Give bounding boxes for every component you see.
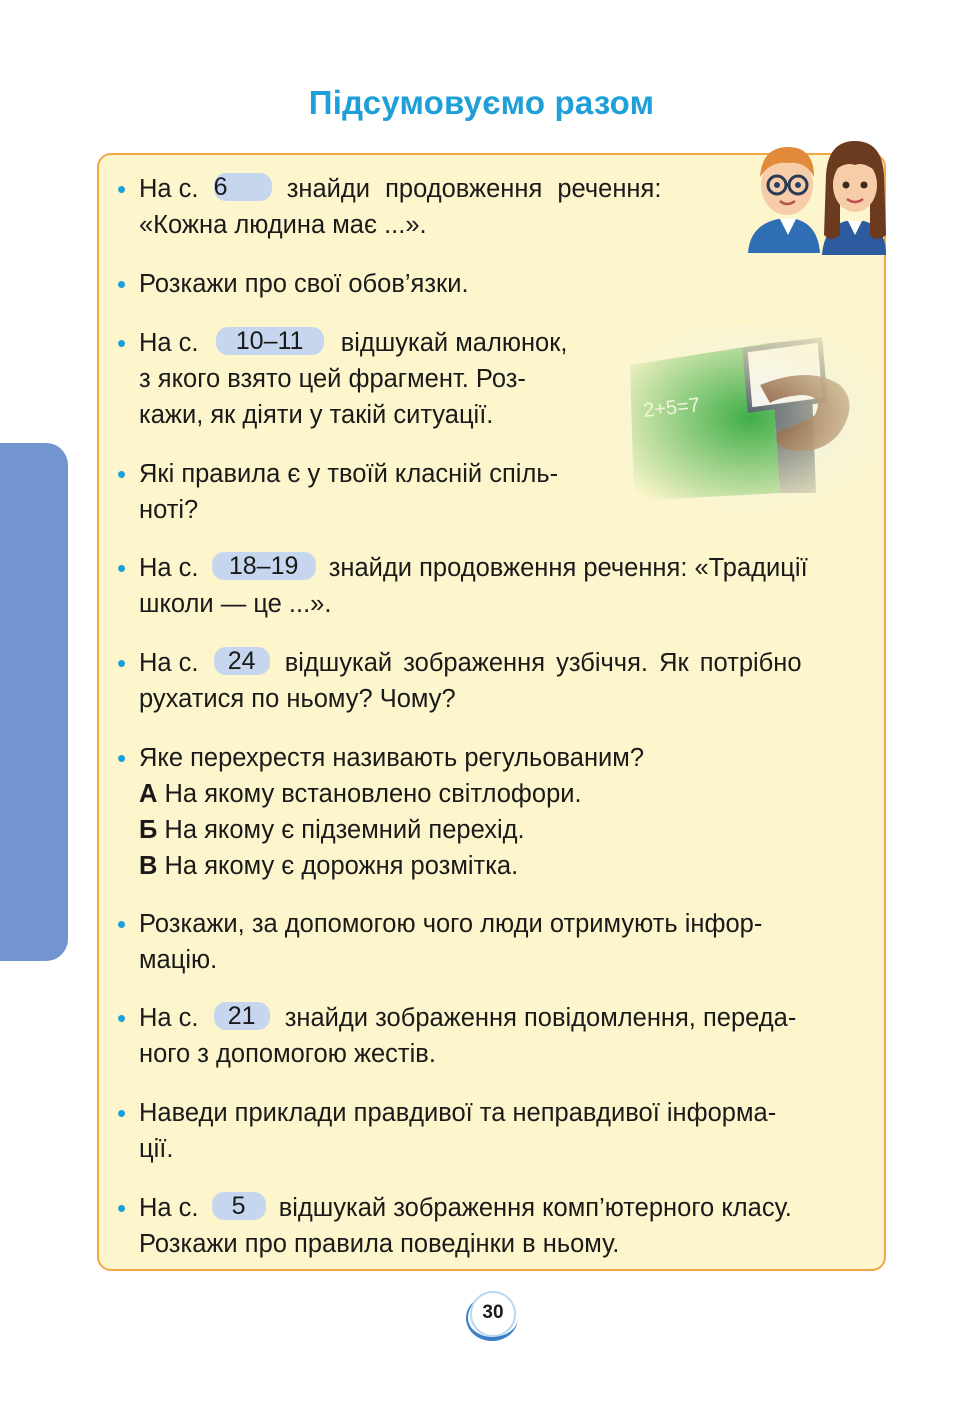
bullet: •	[117, 1003, 127, 1033]
page-reference-badge[interactable]: 24	[214, 647, 270, 675]
page-number-text: 30	[482, 1302, 504, 1323]
item-line: рухатися по ньому? Чому?	[139, 685, 456, 713]
item-text: На с.	[139, 1004, 199, 1032]
answer-text: На якому є підземний перехід.	[164, 816, 525, 844]
answer-letter: В	[139, 852, 158, 880]
answer-text: На якому встановлено світлофори.	[164, 780, 582, 808]
item-line: кажи, як діяти у такій ситуації.	[139, 401, 494, 429]
item-line: ного з допомогою жестів.	[139, 1040, 436, 1068]
answer-option-c[interactable]	[139, 848, 874, 884]
item-text: відшукай зображення узбіччя. Як потрібно	[284, 649, 802, 677]
item-line	[139, 325, 609, 361]
item-text: відшукай малюнок,	[340, 329, 568, 357]
item-line	[139, 550, 874, 586]
bullet: •	[117, 269, 127, 299]
bullet: •	[117, 459, 127, 489]
list-item	[117, 456, 609, 528]
bullet: •	[117, 648, 127, 678]
page-reference-badge[interactable]: 21	[214, 1002, 270, 1030]
list-item	[117, 1000, 874, 1072]
item-line	[139, 1000, 874, 1036]
item-line	[139, 171, 719, 207]
page-title: Підсумовуємо разом	[308, 84, 655, 121]
item-text: На с.	[139, 554, 199, 582]
bullet: •	[117, 328, 127, 358]
item-line	[139, 1190, 874, 1226]
list-item	[117, 171, 719, 243]
item-text: знайди продовження речення: «Традиції	[328, 554, 808, 582]
bullet: •	[117, 909, 127, 939]
item-line: школи — це ...».	[139, 590, 332, 618]
bullet: •	[117, 743, 127, 773]
item-text: На с.	[139, 329, 199, 357]
list-item	[117, 325, 609, 433]
side-tab	[0, 443, 68, 961]
item-line: Розкажи про правила поведінки в ньому.	[139, 1230, 620, 1258]
list-item	[117, 266, 839, 302]
item-line: Розкажи про свої обов’язки.	[139, 270, 469, 298]
item-line: ції.	[139, 1135, 174, 1163]
list-item	[117, 645, 874, 717]
chalkboard-illustration	[620, 325, 882, 510]
question-text: Яке перехрестя називають регульованим?	[139, 744, 645, 772]
answer-option-a[interactable]	[139, 776, 874, 812]
list-item	[117, 550, 874, 622]
answer-letter: Б	[139, 816, 158, 844]
item-line: «Кожна людина має ...».	[139, 211, 427, 239]
page-number	[466, 1289, 520, 1343]
list-item	[117, 1190, 874, 1262]
page-reference-badge[interactable]: 5	[212, 1192, 266, 1220]
item-line	[139, 645, 874, 681]
item-text: знайди продовження речення:	[286, 175, 662, 203]
item-text: На с.	[139, 175, 199, 203]
list-item	[117, 1095, 874, 1167]
item-line: ноті?	[139, 496, 199, 524]
item-text: На с.	[139, 1194, 199, 1222]
item-line: Наведи приклади правдивої та неправдивої інформа-	[139, 1099, 777, 1127]
answer-letter: А	[139, 780, 158, 808]
children-illustration	[740, 135, 888, 260]
item-line: мацію.	[139, 946, 218, 974]
list-item	[117, 906, 874, 978]
answer-option-b[interactable]	[139, 812, 874, 848]
list-item	[117, 740, 874, 884]
item-line: Розкажи, за допомогою чого люди отримують інфор-	[139, 910, 763, 938]
item-line: з якого взято цей фрагмент. Роз-	[139, 365, 526, 393]
bullet: •	[117, 174, 127, 204]
bullet: •	[117, 1098, 127, 1128]
bullet: •	[117, 553, 127, 583]
answer-text: На якому є дорожня розмітка.	[164, 852, 519, 880]
bullet: •	[117, 1193, 127, 1223]
item-text: відшукай зображення комп’ютерного класу.	[278, 1194, 792, 1222]
item-text: знайди зображення повідомлення, переда-	[284, 1004, 797, 1032]
page-reference-badge[interactable]: 10–11	[216, 327, 324, 355]
item-text: На с.	[139, 649, 199, 677]
item-line: Які правила є у твоїй класній спіль-	[139, 460, 559, 488]
page-reference-badge[interactable]: 18–19	[212, 552, 316, 580]
page-reference-badge[interactable]: 6	[214, 173, 272, 201]
